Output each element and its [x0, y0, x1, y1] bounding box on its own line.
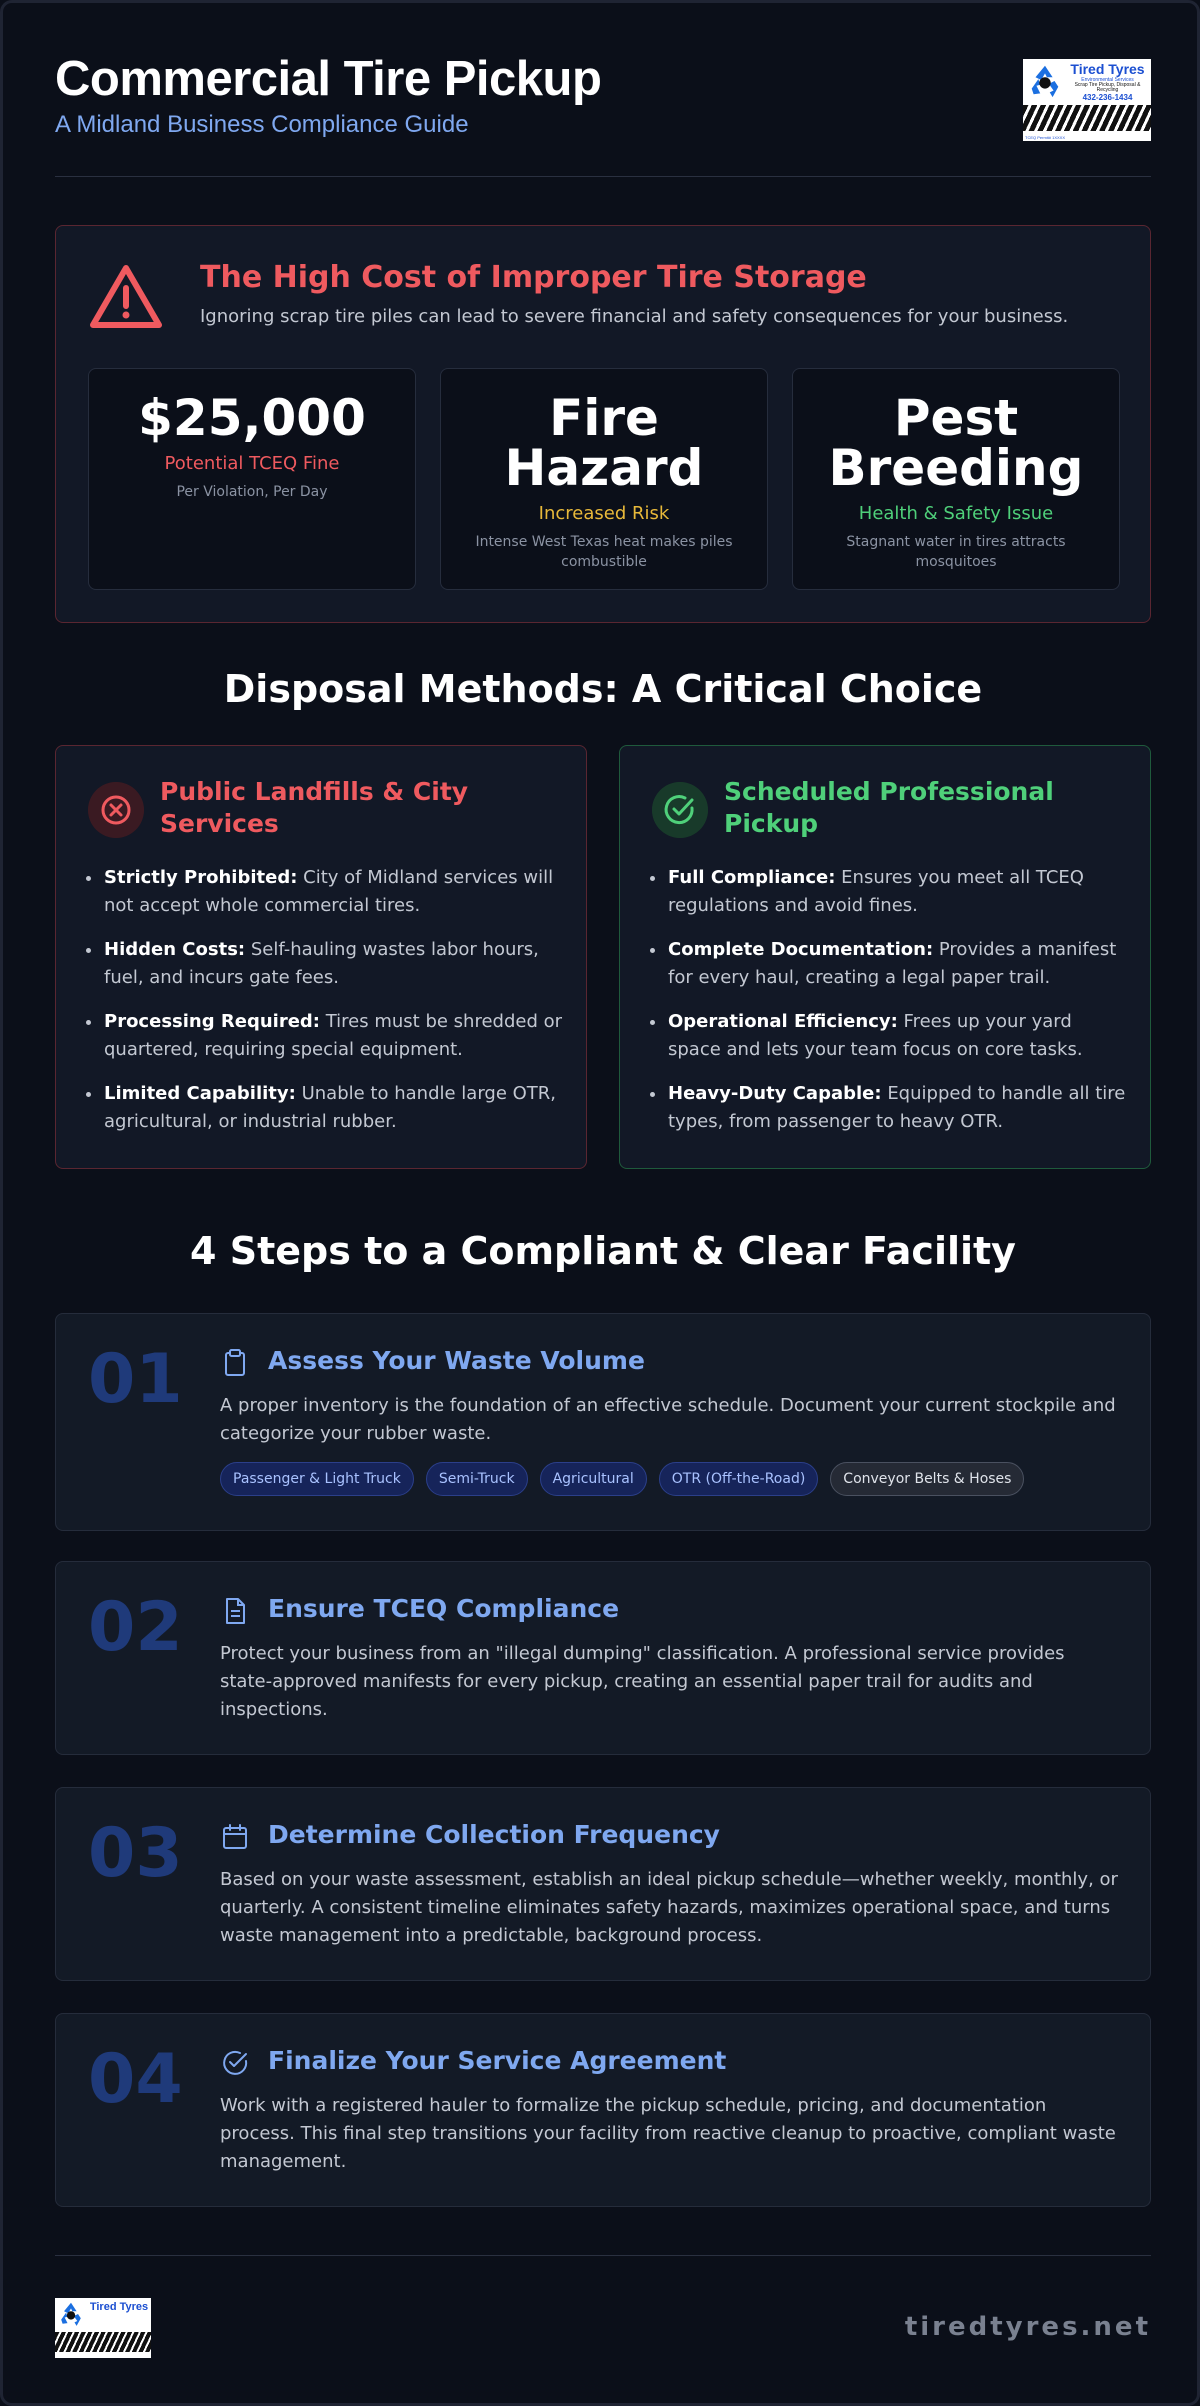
- stat-value: Pest Breeding: [828, 389, 1084, 497]
- tag: Semi-Truck: [426, 1462, 528, 1496]
- step-title: Ensure TCEQ Compliance: [268, 1594, 620, 1623]
- footer: [55, 2255, 1151, 2365]
- list-item: Heavy-Duty Capable: Equipped to handle all tire types, from passenger to heavy OTR.: [668, 1080, 1128, 1136]
- stat-label: Increased Risk: [538, 503, 670, 524]
- stat-card-pest: [792, 368, 1120, 590]
- step-number: 02: [88, 1588, 183, 1667]
- clipboard-icon: [220, 1348, 250, 1378]
- logo-phone: 432-236-1434: [1082, 93, 1133, 102]
- stat-card-fire: [440, 368, 768, 590]
- stat-label: Potential TCEQ Fine: [164, 453, 340, 474]
- tire-tread-graphic: [1023, 105, 1151, 131]
- tag: OTR (Off-the-Road): [659, 1462, 819, 1496]
- tag: Agricultural: [540, 1462, 647, 1496]
- page-title: Commercial Tire Pickup: [55, 52, 602, 106]
- stat-note: Intense West Texas heat makes piles combustible: [475, 534, 733, 570]
- step-card-1: [55, 1313, 1151, 1531]
- step-title: Determine Collection Frequency: [268, 1820, 720, 1849]
- landfill-card-title: Public Landfills & City Services: [160, 777, 469, 838]
- list-item: Processing Required: Tires must be shredded or quartered, requiring special equipment.: [104, 1008, 564, 1064]
- list-item: Complete Documentation: Provides a manifest for every haul, creating a legal paper trail.: [668, 936, 1128, 992]
- tire-type-tags: [220, 1462, 1024, 1496]
- website-link[interactable]: tiredtyres.net: [904, 2312, 1151, 2342]
- calendar-icon: [220, 1822, 250, 1852]
- check-circle-icon: [652, 782, 708, 838]
- list-item: Full Compliance: Ensures you meet all TCEQ regulations and avoid fines.: [668, 864, 1128, 920]
- step-card-4: [55, 2013, 1151, 2207]
- footer-logo-name: Tired Tyres: [89, 2301, 149, 2313]
- logo-license: TCEQ Permit# 1XXXX: [1025, 135, 1066, 140]
- step-text: Work with a registered hauler to formalize the pickup schedule, pricing, and documentation process. This final step transitions your facility from reactive cleanup to proactive, compliant waste management.: [220, 2095, 1116, 2172]
- list-item: Operational Efficiency: Frees up your yard space and lets your team focus on core tasks.: [668, 1008, 1128, 1064]
- recycle-icon: [1026, 62, 1064, 100]
- list-item: Limited Capability: Unable to handle large OTR, agricultural, or industrial rubber.: [104, 1080, 564, 1136]
- recycle-icon: [57, 2300, 85, 2328]
- page-subtitle: A Midland Business Compliance Guide: [55, 111, 469, 138]
- step-number: 04: [88, 2040, 183, 2119]
- list-item: Hidden Costs: Self-hauling wastes labor hours, fuel, and incurs gate fees.: [104, 936, 564, 992]
- tag: Conveyor Belts & Hoses: [830, 1462, 1024, 1496]
- step-text: Protect your business from an "illegal dumping" classification. A professional service provides state-approved manifests for every pickup, creating an essential paper trail for audits and inspections.: [220, 1643, 1065, 1720]
- step-card-3: [55, 1787, 1151, 1981]
- stat-note: Stagnant water in tires attracts mosquitoes: [846, 534, 1066, 570]
- warning-panel: [55, 225, 1151, 623]
- disposal-section-title: Disposal Methods: A Critical Choice: [223, 667, 983, 711]
- step-title: Finalize Your Service Agreement: [268, 2046, 727, 2075]
- step-number: 01: [88, 1340, 183, 1419]
- step-card-2: [55, 1561, 1151, 1755]
- list-item: Strictly Prohibited: City of Midland services will not accept whole commercial tires.: [104, 864, 564, 920]
- logo-tagline: Environmental Services: [1081, 77, 1134, 83]
- landfill-list: [104, 864, 564, 1152]
- stat-label: Health & Safety Issue: [858, 503, 1054, 524]
- logo-name: Tired Tyres: [1070, 61, 1145, 77]
- stat-note: Per Violation, Per Day: [176, 484, 328, 500]
- x-circle-icon: [88, 782, 144, 838]
- step-text: Based on your waste assessment, establish an ideal pickup schedule—whether weekly, monthly, or quarterly. A consistent timeline eliminates safety hazards, maximizes operational space, and turns waste management into a predictable, background process.: [220, 1869, 1118, 1946]
- step-title: Assess Your Waste Volume: [268, 1346, 645, 1375]
- warning-triangle-icon: [88, 262, 164, 332]
- warning-title: The High Cost of Improper Tire Storage: [200, 260, 867, 295]
- tired-tyres-logo: [1023, 59, 1151, 141]
- pickup-card-title: Scheduled Professional Pickup: [724, 777, 1054, 838]
- document-icon: [220, 1596, 250, 1626]
- stat-value: Fire Hazard: [504, 389, 704, 497]
- landfill-card: [55, 745, 587, 1169]
- tag: Passenger & Light Truck: [220, 1462, 414, 1496]
- tire-tread-graphic: [55, 2332, 151, 2352]
- check-circle-icon: [220, 2048, 250, 2078]
- steps-section-title: 4 Steps to a Compliant & Clear Facility: [190, 1229, 1016, 1273]
- pickup-list: [668, 864, 1128, 1152]
- step-text: A proper inventory is the foundation of an effective schedule. Document your current stockpile and categorize your rubber waste.: [220, 1395, 1116, 1444]
- stat-value: $25,000: [138, 389, 366, 447]
- footer-logo: [55, 2298, 151, 2358]
- header: [55, 51, 1151, 177]
- professional-pickup-card: [619, 745, 1151, 1169]
- step-number: 03: [88, 1814, 183, 1893]
- logo-services: Scrap Tire Pickup, Disposal & Recycling: [1074, 82, 1141, 93]
- warning-description: Ignoring scrap tire piles can lead to severe financial and safety consequences for your business.: [200, 306, 1069, 327]
- stat-card-fine: [88, 368, 416, 590]
